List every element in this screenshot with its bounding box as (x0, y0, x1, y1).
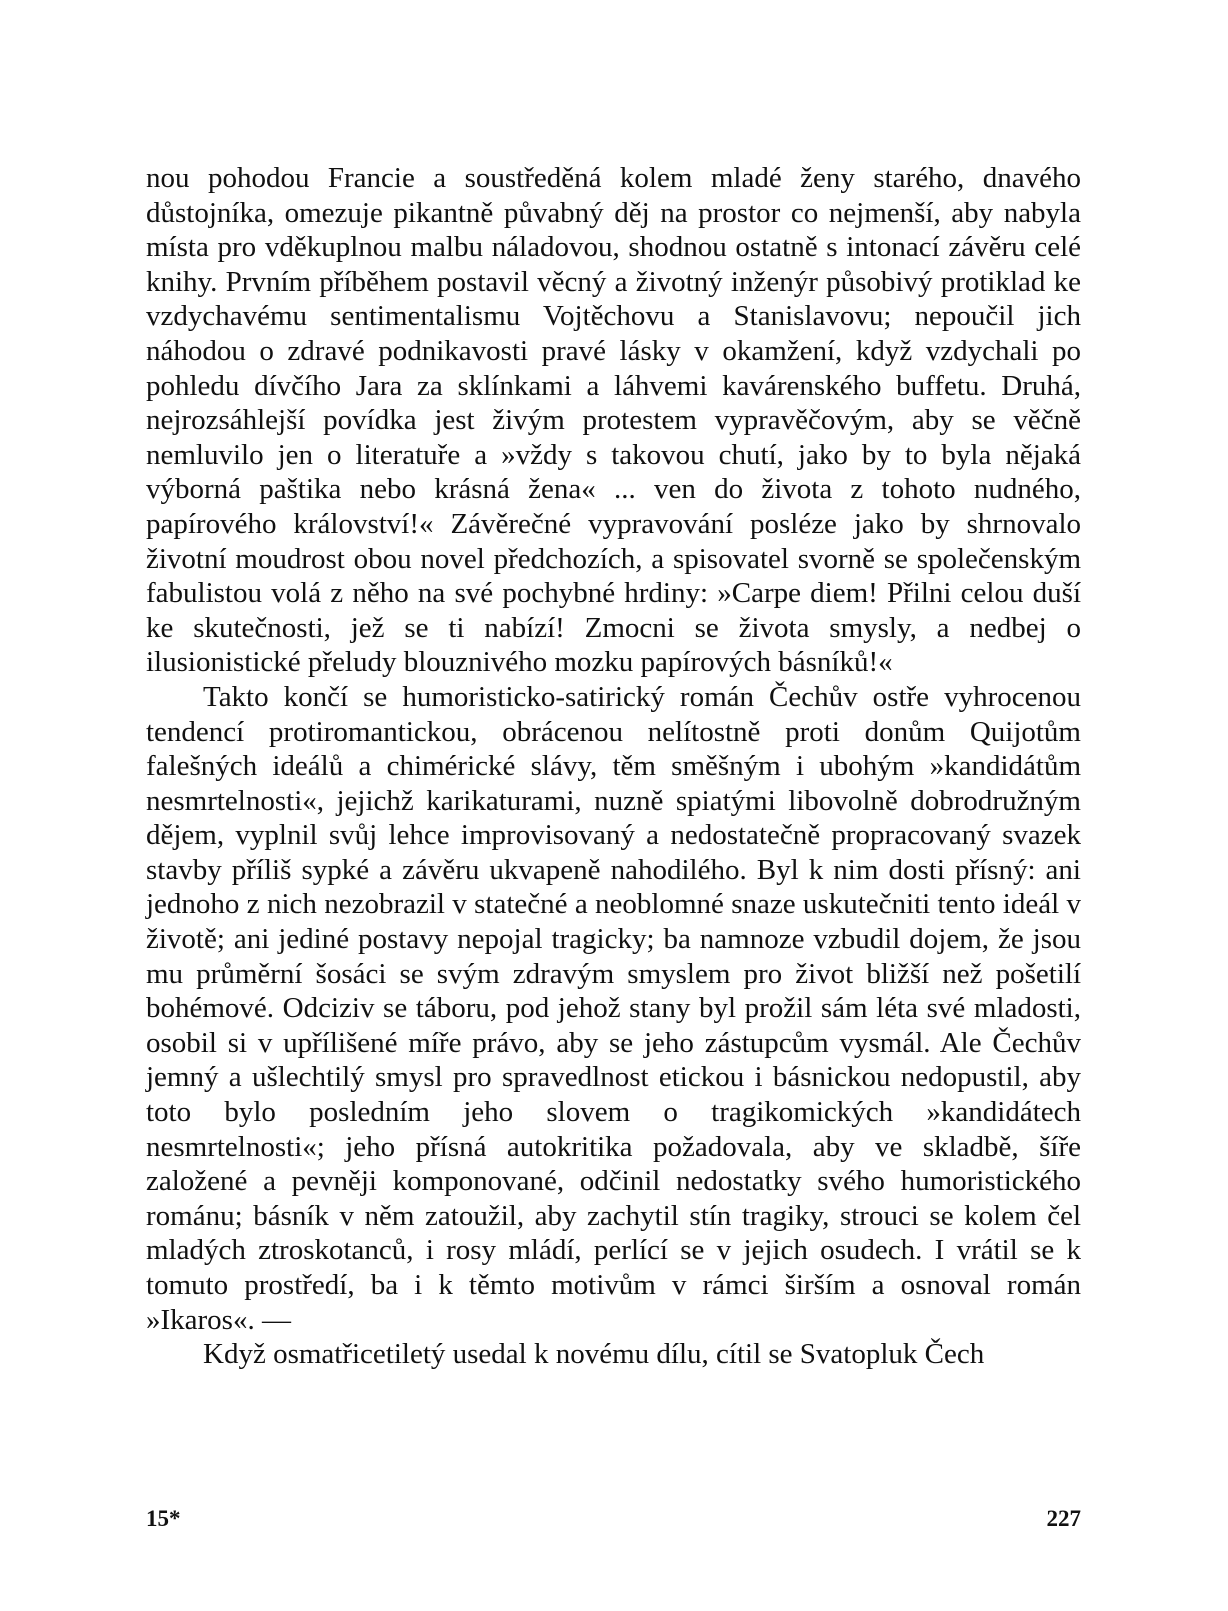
paragraph-continuation: nou pohodou Francie a soustředěná kolem mladé ženy starého, dnavého důstojníka, omezuje pikantně půvabný děj na prostor co nejmenší, aby nabyla místa pro vděkuplnou malbu náladovou, shodnou ostatně s intonací závěru celé knihy. Prvním příběhem postavil věcný a životný inženýr působivý protiklad ke vzdychavému sentimentalismu Vojtěchovu a Stanislavovu; nepoučil jich náhodou o zdravé podnikavosti pravé lásky v okamžení, když vzdychali po pohledu dívčího Jara za sklínkami a láhvemi kavárenského buffetu. Druhá, nejrozsáhlejší povídka jest živým protestem vypravěčovým, aby se věčně nemluvilo jen o literatuře a »vždy s takovou chutí, jako by to byla nějaká výborná paštika nebo krásná žena« ... ven do života z tohoto nudného, papírového království!« Závěrečné vypravování posléze jako by shrnovalo životní moudrost obou novel předchozích, a spisovatel svorně se společenským fabulistou volá z něho na své pochybné hrdiny: »Carpe diem! Přilni celou duší ke skutečnosti, jež se ti nabízí! Zmocni se života smysly, a nedbej o ilusionistické přeludy blouznivého mozku papírových básníků!« (146, 162, 1081, 679)
body-text (146, 161, 1081, 1372)
signature-mark: 15* (146, 1506, 181, 1531)
paragraph: Takto končí se humoristicko-satirický román Čechův ostře vyhrocenou tendencí protiromantickou, obrácenou nelítostně proti donům Quijotům falešných ideálů a chimérické slávy, těm směšným i ubohým »kandidátům nesmrtelnosti«, jejichž karikaturami, nuzně spiatými libovolně dobrodružným dějem, vyplnil svůj lehce improvisovaný a nedostatečně propracovaný svazek stavby příliš sypké a závěru ukvapeně nahodilého. Byl k nim dosti přísný: ani jednoho z nich nezobrazil v statečné a neoblomné snaze uskutečniti tento ideál v životě; ani jediné postavy nepojal tragicky; ba namnoze vzbudil dojem, že jsou mu průměrní šosáci se svým zdravým smyslem pro život bližší než pošetilí bohémové. Odciziv se táboru, pod jehož stany byl prožil sám léta své mladosti, osobil si v upřílišené míře právo, aby se jeho zástupcům vysmál. Ale Čechův jemný a ušlechtilý smysl pro spravedlnost etickou i básnickou nedopustil, aby toto bylo posledním jeho slovem o tragikomických »kandidátech nesmrtelnosti«; jeho přísná autokritika požadovala, aby ve skladbě, šíře založené a pevněji komponované, odčinil nedostatky svého humoristického románu; básník v něm zatoužil, aby zachytil stín tragiky, strouci se kolem čel mladých ztroskotanců, i rosy mládí, perlící se v jejich osudech. I vrátil se k tomuto prostředí, ba i k těmto motivům v rámci širším a osnoval román »Ikaros«. — (146, 680, 1081, 1336)
page-number: 227 (1046, 1506, 1081, 1531)
page-footer (146, 1506, 1081, 1538)
paragraph-last: Když osmatřicetiletý usedal k novému dílu, cítil se Svatopluk Čech (203, 1338, 985, 1371)
